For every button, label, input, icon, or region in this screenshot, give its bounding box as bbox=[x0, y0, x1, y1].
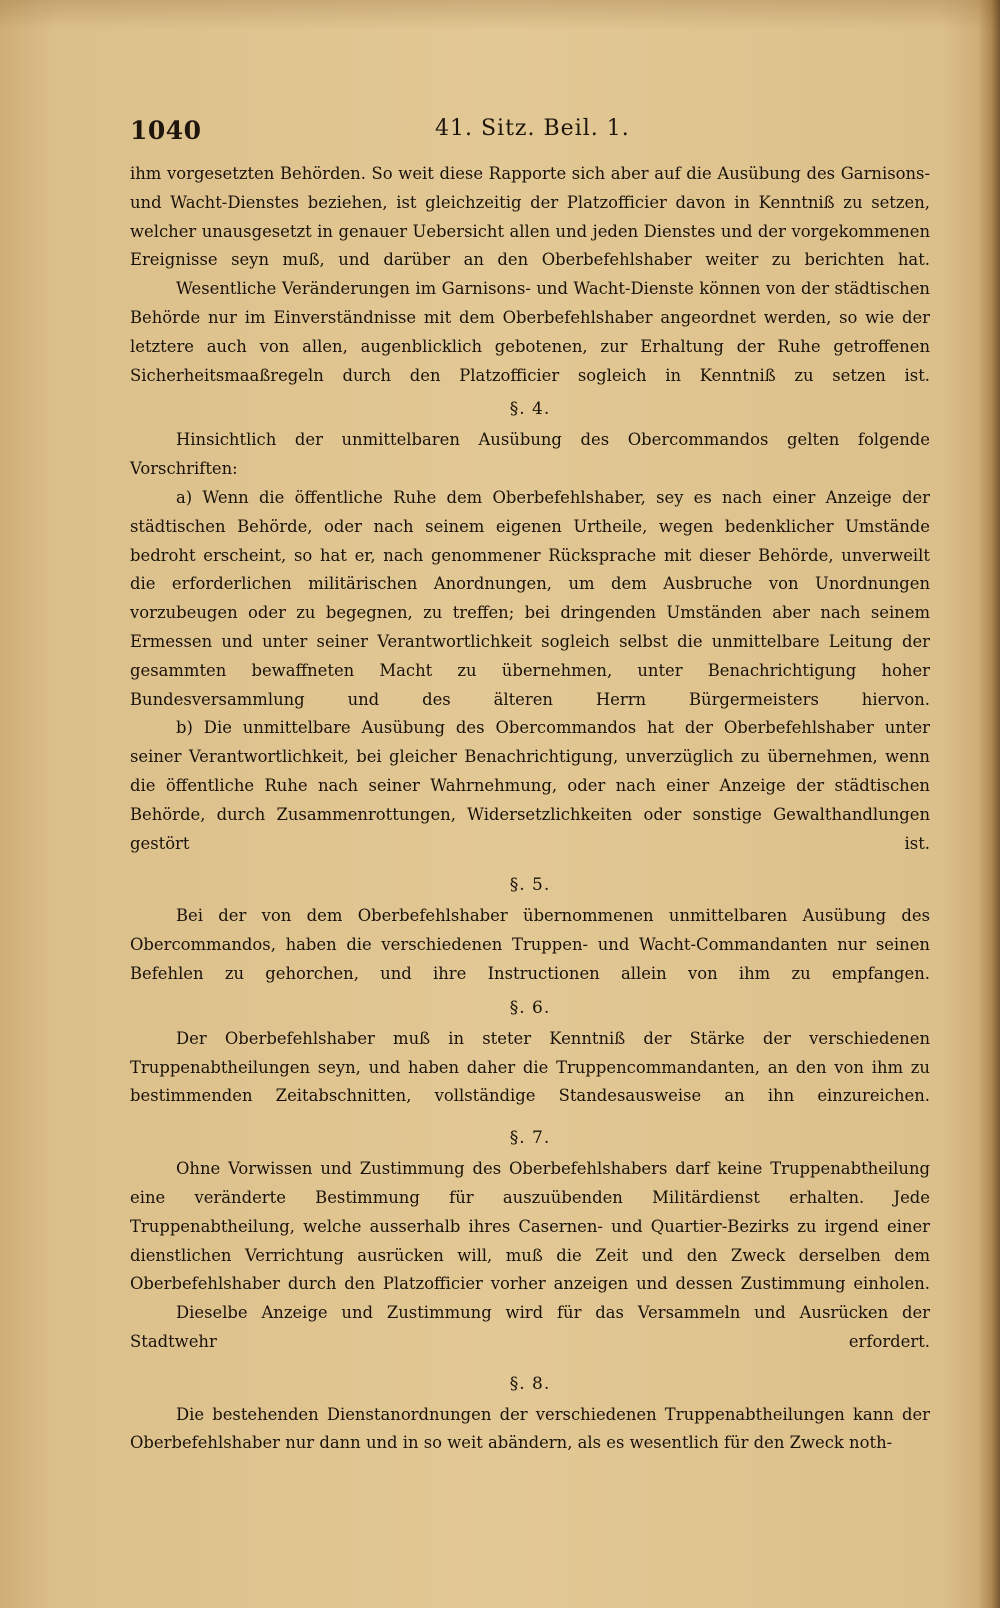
page-header bbox=[130, 114, 930, 154]
paragraph: Ohne Vorwissen und Zustimmung des Oberbefehlshabers darf keine Truppenabtheilung eine veränderte Bestimmung für auszuübenden Militärdienst erhalten. Jede Truppenabtheilung, welche ausserhalb ihres Casernen- und Quartier-Bezirks zu irgend einer dienstlichen Verrichtung ausrücken will, muß die Zeit und den Zweck derselben dem Oberbefehlshaber durch den Platzofficier vorher anzeigen und dessen Zustimmung einholen. bbox=[130, 1159, 930, 1294]
paragraph: Hinsichtlich der unmittelbaren Ausübung des Obercommandos gelten folgende Vorschriften: bbox=[130, 430, 930, 479]
paragraph: Wesentliche Veränderungen im Garnisons- und Wacht-Dienste können von der städtischen Behörde nur im Einverständnisse mit dem Oberbefehlshaber angeordnet werden, so wie der letztere auch von allen, augenblicklich gebotenen, zur Erhaltung der Ruhe getroffenen Sicherheitsmaaßregeln durch den Platzofficier sogleich in Kenntniß zu setzen ist. bbox=[130, 279, 930, 385]
paragraph: Bei der von dem Oberbefehlshaber übernommenen unmittelbaren Ausübung des Obercommandos, haben die verschiedenen Truppen- und Wacht-Commandanten nur seinen Befehlen zu gehorchen, und ihre Instructionen allein von ihm zu empfangen. bbox=[130, 906, 930, 983]
paragraph: Der Oberbefehlshaber muß in steter Kenntniß der Stärke der verschiedenen Truppenabtheilungen seyn, und haben daher die Truppencommandanten, an den von ihm zu bestimmenden Zeitabschnitten, vollständige Standesausweise an ihn einzureichen. bbox=[130, 1028, 930, 1106]
page-shadow-top bbox=[0, 0, 1000, 30]
paragraph: ihm vorgesetzten Behörden. So weit diese Rapporte sich aber auf die Ausübung des Garnisons- und Wacht-Dienstes beziehen, ist gleichzeitig der Platzofficier davon in Kenntniß zu setzen, welcher unausgesetzt in genauer Uebersicht allen und jeden Dienstes und der vorgekommenen Ereignisse seyn muß, und darüber an den Oberbefehlshaber weiter zu berichten hat. bbox=[130, 164, 930, 270]
running-head: 41. Sitz. Beil. 1. bbox=[435, 116, 630, 141]
paragraph: Dieselbe Anzeige und Zustimmung wird für das Versammeln und Ausrücken der Stadtwehr erfordert. bbox=[130, 1303, 930, 1351]
section-heading: §. 7. bbox=[509, 1128, 551, 1149]
section-heading: §. 6. bbox=[509, 997, 551, 1018]
paragraph: b) Die unmittelbare Ausübung des Obercommandos hat der Oberbefehlshaber unter seiner Verantwortlichkeit, bei gleicher Benachrichtigung, unverzüglich zu übernehmen, wenn die öffentliche Ruhe nach seiner Wahrnehmung, oder nach einer Anzeige der städtischen Behörde, durch Zusammenrottungen, Widersetzlichkeiten oder sonstige Gewalthandlungen gestört ist. bbox=[130, 718, 930, 853]
section-heading: §. 8. bbox=[509, 1373, 551, 1394]
page-binding-edge bbox=[978, 0, 1000, 1608]
page-number: 1040 bbox=[130, 116, 202, 145]
paragraph: a) Wenn die öffentliche Ruhe dem Oberbefehlshaber, sey es nach einer Anzeige der städtischen Behörde, oder nach seinem eigenen Urtheile, wegen bedenklicher Umstände bedroht erscheint, so hat er, nach genommener Rücksprache mit dieser Behörde, unverweilt die erforderlichen militärischen Anordnungen, um dem Ausbruche von Unordnungen vorzubeugen oder zu begegnen, zu treffen; bei dringenden Umständen aber nach seinem Ermessen und unter seiner Verantwortlichkeit sogleich selbst die unmittelbare Leitung der gesammten bewaffneten Macht zu übernehmen, unter Benachrichtigung hoher Bundesversammlung und des älteren Herrn Bürgermeisters hiervon. bbox=[130, 487, 930, 709]
section-heading: §. 4. bbox=[509, 399, 551, 420]
page-body bbox=[130, 160, 930, 1458]
section-heading: §. 5. bbox=[509, 875, 551, 896]
paragraph: Die bestehenden Dienstanordnungen der verschiedenen Truppenabtheilungen kann der Oberbefehlshaber nur dann und in so weit abändern, als es wesentlich für den Zweck noth- bbox=[130, 1404, 930, 1453]
